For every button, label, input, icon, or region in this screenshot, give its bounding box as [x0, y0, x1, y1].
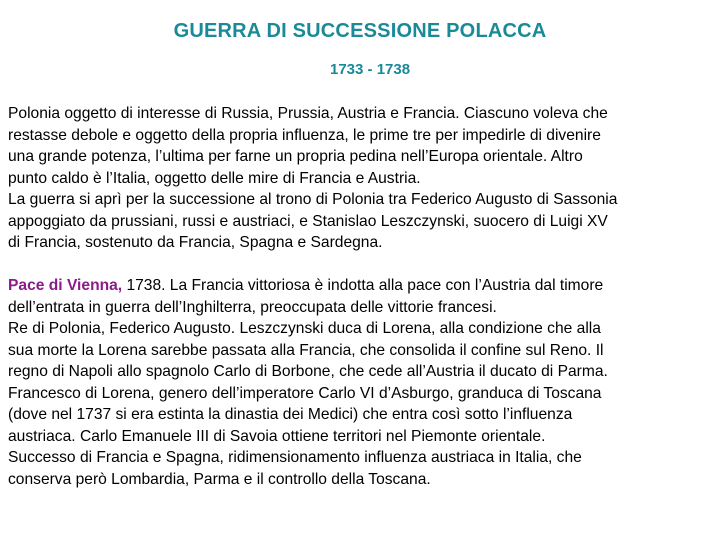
paragraph-outcome: Successo di Francia e Spagna, ridimensionamento influenza austriaca in Italia, che conserva però Lombardia, Parma e il controllo della Toscana.	[8, 449, 582, 488]
slide-years: 1733 - 1738	[330, 61, 411, 78]
paragraph-poland-lorraine: Re di Polonia, Federico Augusto. Leszczynski duca di Lorena, alla condizione che alla sua morte la Lorena sarebbe passata alla Francia, che consolida il confine sul Reno. Il regno di Napoli allo spagnolo Carlo di Borbone, che cede all’Austria il ducato di Parma.	[8, 320, 608, 380]
paragraph-peace	[8, 275, 720, 318]
paragraph-spacer	[8, 254, 720, 276]
paragraph-tuscany: Francesco di Lorena, genero dell’imperatore Carlo VI d’Asburgo, granduca di Toscana (dove nel 1737 si era estinta la dinastia dei Medici) che entra così sotto l’influenza austriaca. Carlo Emanuele III di Savoia ottiene territori nel Piemonte orientale.	[8, 384, 602, 445]
slide-body	[8, 103, 720, 490]
peace-of-vienna-heading: Pace di Vienna,	[8, 277, 123, 294]
slide-title: GUERRA DI SUCCESSIONE POLACCA	[173, 20, 547, 42]
paragraph-succession: La guerra si aprì per la successione al trono di Polonia tra Federico Augusto di Sassonia appoggiato da prussiani, russi e austriaci, e Stanislao Leszczynski, suocero di Luigi XV di Francia, sostenuto da Francia, Spagna e Sardegna.	[8, 191, 618, 251]
paragraph-interests: Polonia oggetto di interesse di Russia, Prussia, Austria e Francia. Ciascuno voleva che restasse debole e oggetto della propria influenza, le prime tre per impedirle di divenire una grande potenza, l’ultima per farne un propria pedina nell’Europa orientale. Altro punto caldo è l’Italia, oggetto delle mire di Francia e Austria.	[8, 105, 608, 187]
peace-of-vienna-text: 1738. La Francia vittoriosa è indotta alla pace con l’Austria dal timore dell’entrata in guerra dell’Inghilterra, preoccupata delle vittorie francesi.	[8, 277, 604, 316]
